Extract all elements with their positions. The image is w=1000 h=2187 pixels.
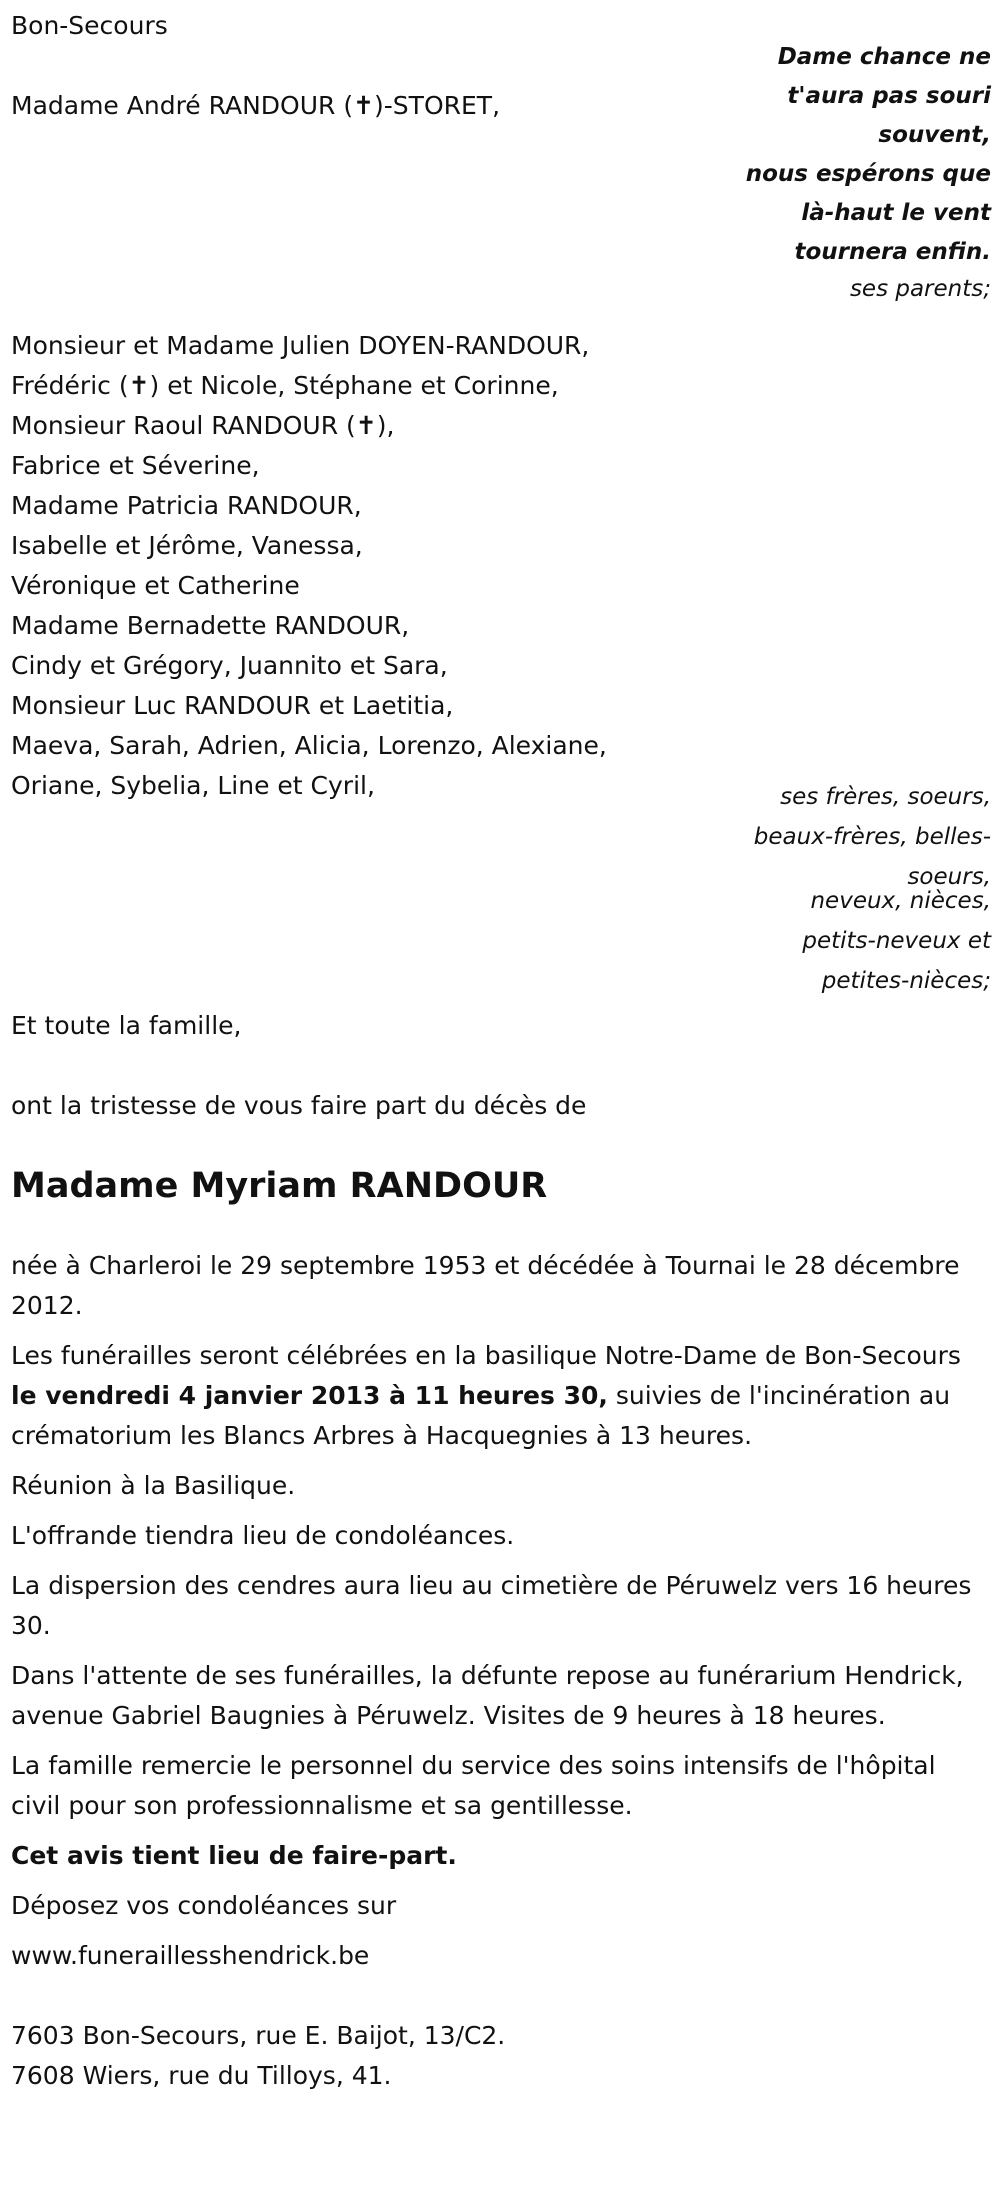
thanks-text: La famille remercie le personnel du service des soins intensifs de l'hôpital civil pour son professionnalisme et sa gentillesse. bbox=[11, 1751, 936, 1820]
dispersion-text: La dispersion des cendres aura lieu au cimetière de Péruwelz vers 16 heures 30. bbox=[11, 1571, 972, 1640]
poem-signature: ses parents; bbox=[849, 276, 991, 302]
reunion-text: Réunion à la Basilique. bbox=[11, 1471, 296, 1500]
relation-line: petits-neveux et bbox=[802, 928, 991, 954]
poem-line: tournera enfin. bbox=[794, 239, 991, 265]
poem-line: Dame chance ne bbox=[777, 44, 991, 70]
relation-line: petites-nièces; bbox=[821, 968, 991, 994]
address-line: 7603 Bon-Secours, rue E. Baijot, 13/C2. bbox=[11, 2021, 506, 2050]
poem-line: t'aura pas souri bbox=[787, 83, 991, 109]
family-line: Cindy et Grégory, Juannito et Sara, bbox=[11, 651, 448, 680]
funeral-date: le vendredi 4 janvier 2013 à 11 heures 30, bbox=[11, 1381, 608, 1410]
address-line: 7608 Wiers, rue du Tilloys, 41. bbox=[11, 2061, 392, 2090]
deceased-name: Madame Myriam RANDOUR bbox=[11, 1166, 548, 1206]
family-line: Maeva, Sarah, Adrien, Alicia, Lorenzo, Alexiane, bbox=[11, 731, 607, 760]
notice-text bbox=[11, 1836, 991, 1876]
family-line: Frédéric (✝) et Nicole, Stéphane et Corinne, bbox=[11, 371, 559, 400]
obituary bbox=[11, 6, 991, 2096]
family-line: Oriane, Sybelia, Line et Cyril, bbox=[11, 771, 375, 800]
place-name: Bon-Secours bbox=[11, 11, 168, 40]
website-link[interactable]: www.funeraillesshendrick.be bbox=[11, 1941, 370, 1970]
family-line: Madame Bernadette RANDOUR, bbox=[11, 611, 410, 640]
poem-line: nous espérons que bbox=[745, 161, 991, 187]
funeral-before: Les funérailles seront célébrées en la basilique Notre-Dame de Bon-Secours bbox=[11, 1341, 961, 1370]
family-line: Madame Patricia RANDOUR, bbox=[11, 491, 362, 520]
relation-line: neveux, nièces, bbox=[810, 888, 991, 914]
announcement: ont la tristesse de vous faire part du décès de bbox=[11, 1091, 587, 1120]
repose-text: Dans l'attente de ses funérailles, la défunte repose au funérarium Hendrick, avenue Gabriel Baugnies à Péruwelz. Visites de 9 heures à 18 heures. bbox=[11, 1661, 964, 1730]
family-list bbox=[11, 326, 991, 806]
funeral-text bbox=[11, 1336, 991, 1456]
relations bbox=[754, 777, 991, 1001]
poem bbox=[746, 38, 991, 306]
funeral-after: suivies de l'incinération au crématorium les Blancs Arbres à Hacquegnies à 13 heures. bbox=[11, 1381, 951, 1450]
notice-bold: Cet avis tient lieu de faire-part. bbox=[11, 1841, 457, 1870]
poem-line: là-haut le vent bbox=[801, 200, 991, 226]
family-line: Véronique et Catherine bbox=[11, 571, 300, 600]
family-line: Fabrice et Séverine, bbox=[11, 451, 260, 480]
family-line: Monsieur Luc RANDOUR et Laetitia, bbox=[11, 691, 454, 720]
family-line: Monsieur Raoul RANDOUR (✝), bbox=[11, 411, 395, 440]
widow-name: Madame André RANDOUR (✝)-STORET, bbox=[11, 91, 501, 120]
family-line: Monsieur et Madame Julien DOYEN-RANDOUR, bbox=[11, 331, 590, 360]
family-line: Isabelle et Jérôme, Vanessa, bbox=[11, 531, 363, 560]
relation-line: ses frères, soeurs, bbox=[780, 784, 991, 810]
offering-text: L'offrande tiendra lieu de condoléances. bbox=[11, 1521, 515, 1550]
relation-line: soeurs, bbox=[907, 864, 991, 890]
all-family: Et toute la famille, bbox=[11, 1011, 242, 1040]
condolences-text: Déposez vos condoléances sur bbox=[11, 1891, 397, 1920]
birth-death-text: née à Charleroi le 29 septembre 1953 et décédée à Tournai le 28 décembre 2012. bbox=[11, 1251, 960, 1320]
poem-line: souvent, bbox=[878, 122, 991, 148]
relation-line: beaux-frères, belles- bbox=[753, 824, 991, 850]
